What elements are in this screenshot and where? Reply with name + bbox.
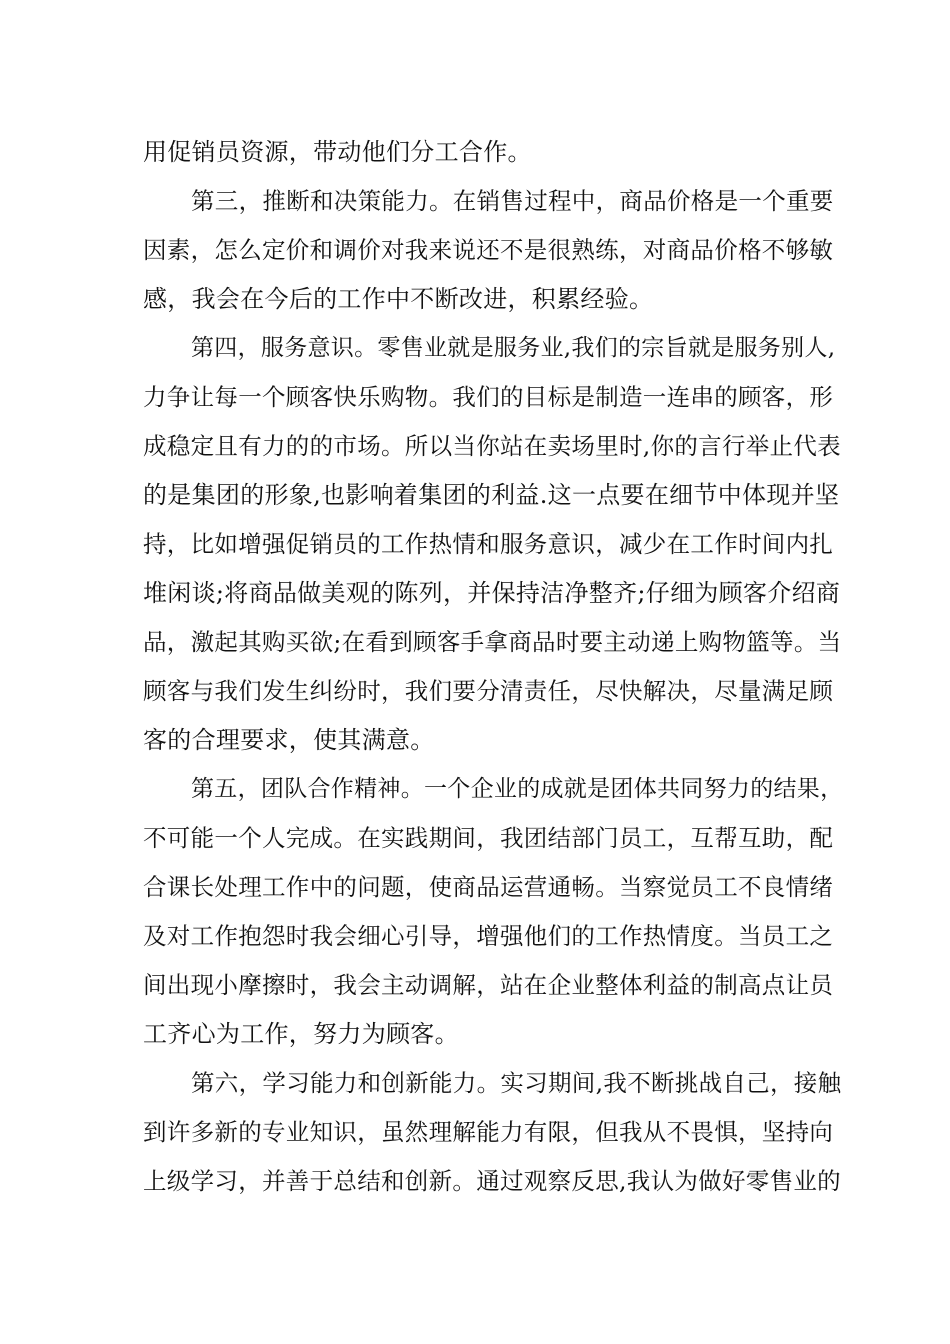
- text-line: 成稳定且有力的的市场。所以当你站在卖场里时,你的言行举止代表: [143, 432, 841, 460]
- text-line: 感，我会在今后的工作中不断改进，积累经验。: [143, 285, 654, 313]
- text-line: 第六，学习能力和创新能力。实习期间,我不断挑战自己，接触: [191, 1069, 842, 1097]
- text-line: 力争让每一个顾客快乐购物。我们的目标是制造一连串的顾客，形: [143, 383, 834, 411]
- document-body: [143, 128, 843, 1206]
- text-line: 用促销员资源，带动他们分工合作。: [143, 138, 532, 166]
- text-line: 品，激起其购买欲;在看到顾客手拿商品时要主动递上购物篮等。当: [143, 628, 842, 656]
- text-line: 持，比如增强促销员的工作热情和服务意识，减少在工作时间内扎: [143, 530, 834, 558]
- text-line: 到许多新的专业知识，虽然理解能力有限，但我从不畏惧，坚持向: [143, 1118, 834, 1146]
- text-line: 不可能一个人完成。在实践期间，我团结部门员工，互帮互助，配: [143, 824, 834, 852]
- text-line: 顾客与我们发生纠纷时，我们要分清责任，尽快解决，尽量满足顾: [143, 677, 834, 705]
- text-line: 及对工作抱怨时我会细心引导，增强他们的工作热情度。当员工之: [143, 922, 834, 950]
- text-line: 第三，推断和决策能力。在销售过程中，商品价格是一个重要: [191, 187, 834, 215]
- text-line: 工齐心为工作，努力为顾客。: [143, 1020, 459, 1048]
- text-line: 上级学习，并善于总结和创新。通过观察反思,我认为做好零售业的: [143, 1167, 841, 1195]
- text-line: 堆闲谈;将商品做美观的陈列，并保持洁净整齐;仔细为顾客介绍商: [143, 579, 841, 607]
- text-line: 因素，怎么定价和调价对我来说还不是很熟练，对商品价格不够敏: [143, 236, 834, 264]
- text-line: 的是集团的形象,也影响着集团的利益.这一点要在细节中体现并坚: [143, 481, 840, 509]
- text-line: 间出现小摩擦时，我会主动调解，站在企业整体利益的制高点让员: [143, 971, 834, 999]
- text-line: 客的合理要求，使其满意。: [143, 726, 435, 754]
- text-line: 合课长处理工作中的问题，使商品运营通畅。当察觉员工不良情绪: [143, 873, 834, 901]
- text-line: 第五，团队合作精神。一个企业的成就是团体共同努力的结果，: [191, 776, 844, 802]
- text-line: 第四，服务意识。零售业就是服务业,我们的宗旨就是服务别人,: [191, 335, 836, 361]
